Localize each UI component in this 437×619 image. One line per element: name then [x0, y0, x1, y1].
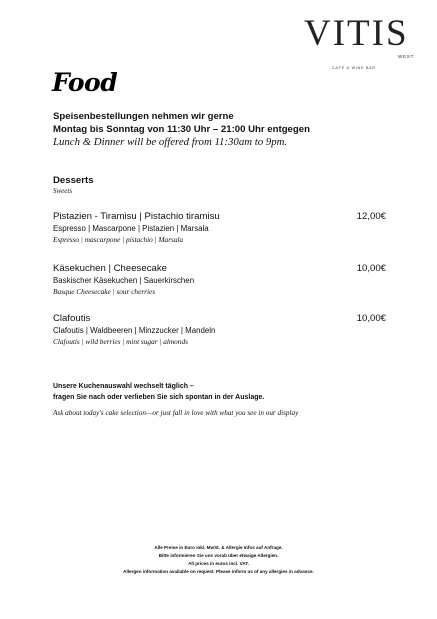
item-name: Pistazien - Tiramisu | Pistachio tiramisu	[53, 211, 220, 222]
footer-line-2: Bitte informieren Sie uns vorab über etwaige Allergien.	[158, 553, 279, 558]
item-ingredients-en: Basque Cheesecake | sour cherries	[53, 287, 156, 296]
section-subheading: Sweets	[53, 187, 73, 195]
logo-suffix: WEST	[398, 54, 415, 59]
intro-line-english: Lunch & Dinner will be offered from 11:30am to 9pm.	[53, 136, 288, 148]
footer-line-1: Alle Preise in Euro inkl. MwSt. & Allergie Infos auf Anfrage.	[154, 545, 283, 550]
footer-line-3: All prices in euros incl. VAT.	[188, 561, 249, 566]
note-english: Ask about today's cake selection—or just fall in love with what you see in our display	[53, 409, 299, 417]
logo-subtitle: CAFÉ & WINE BAR	[332, 66, 376, 70]
logo-wordmark: VITIS	[304, 13, 409, 54]
footer-line-4: Allergen information available on request. Please inform us of any allergies in advance.	[123, 569, 314, 574]
menu-item	[53, 312, 386, 347]
menu-item	[53, 210, 386, 245]
intro-line-2: Montag bis Sonntag von 11:30 Uhr – 21:00 Uhr entgegen	[53, 124, 310, 135]
intro-line-1: Speisenbestellungen nehmen wir gerne	[53, 111, 234, 122]
item-ingredients-de: Espresso | Mascarpone | Pistazien | Marsala	[53, 224, 209, 233]
page-title: Food	[52, 68, 118, 97]
note-line-2: fragen Sie nach oder verlieben Sie sich spontan in der Auslage.	[53, 394, 265, 401]
item-ingredients-de: Clafoutis | Waldbeeren | Minzzucker | Mandeln	[53, 326, 216, 335]
note-line-1: Unsere Kuchenauswahl wechselt täglich –	[53, 383, 194, 390]
item-price: 10,00€	[356, 313, 386, 324]
price-allergen-footer	[0, 544, 437, 576]
item-price: 12,00€	[356, 211, 386, 222]
item-price: 10,00€	[356, 263, 386, 274]
ordering-hours	[53, 110, 310, 149]
item-ingredients-de: Baskischer Käsekuchen | Sauerkirschen	[53, 276, 195, 285]
menu-item	[53, 262, 386, 297]
item-ingredients-en: Clafoutis | wild berries | mint sugar | almonds	[53, 337, 188, 346]
item-name: Käsekuchen | Cheesecake	[53, 263, 167, 274]
item-ingredients-en: Espresso | mascarpone | pistachio | Marsala	[53, 235, 184, 244]
section-heading: Desserts	[53, 175, 94, 186]
item-name: Clafoutis	[53, 313, 91, 324]
section-header	[53, 175, 94, 196]
vitis-logo	[300, 14, 418, 72]
cake-selection-note	[53, 381, 264, 403]
